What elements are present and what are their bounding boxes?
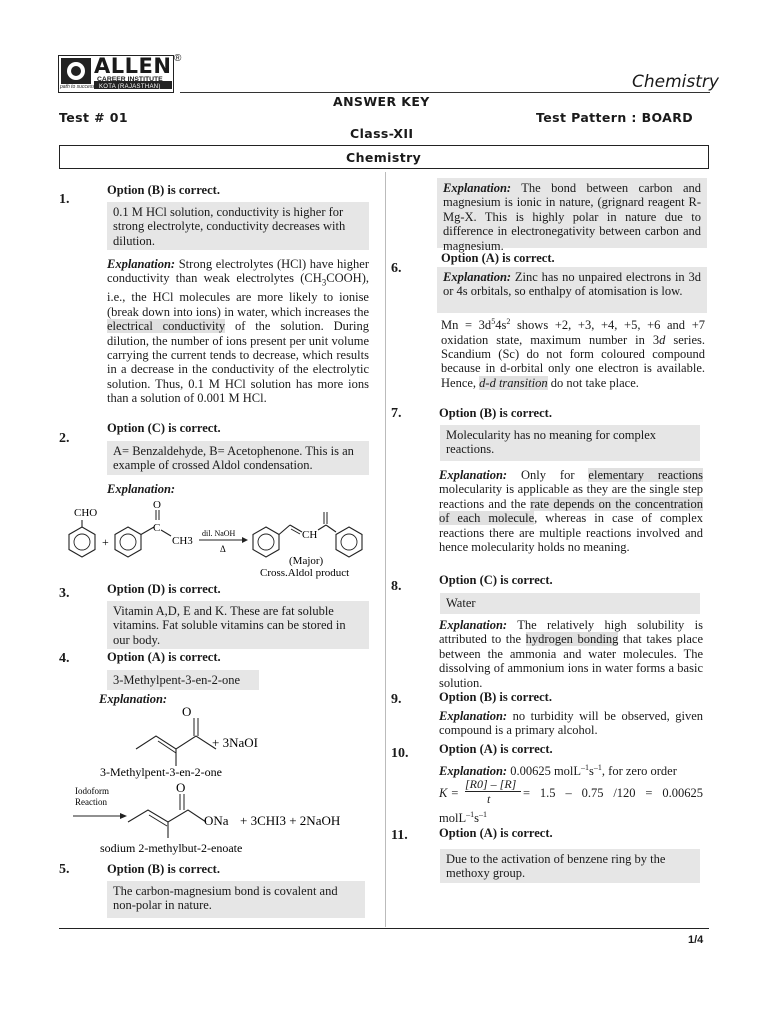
q2-explanation-label: Explanation: — [107, 482, 176, 496]
q4-number: 4. — [59, 651, 70, 666]
iodoform-label-2: Reaction — [75, 797, 107, 807]
benzaldehyde-ring — [69, 527, 95, 557]
header-rule — [180, 92, 710, 93]
q4-explanation-label: Explanation: — [99, 692, 168, 706]
q7-explanation: Explanation: Only for elementary reactions molecularity is applicable as they are the single step reactions and the rate depends on the concentration of each molecule, whereas in case of complex reactions there are multiple reactions involved and hence molecularity holds no meaning. — [439, 468, 703, 555]
section-title: Chemistry — [346, 150, 422, 165]
q8-answer-box: Water — [440, 593, 700, 614]
q10-option: Option (A) is correct. — [439, 742, 553, 756]
fraction-bar — [465, 791, 521, 792]
q3-answer-box: Vitamin A,D, E and K. These are fat soluble vitamins. Fat soluble vitamins can be stored in our body. — [107, 601, 369, 649]
q8-explanation-label: Explanation: — [439, 618, 508, 632]
q11-option: Option (A) is correct. — [439, 826, 553, 840]
q9-explanation-label: Explanation: — [439, 709, 508, 723]
q8-highlight: hydrogen bonding — [525, 632, 619, 647]
q6-number: 6. — [391, 261, 402, 276]
q10-unit: $molL^{-1}s^{-1}$ — [439, 810, 487, 826]
reagent-label: dil. NaOH — [202, 529, 236, 538]
naoi-label: + 3NaOI — [212, 735, 258, 750]
q8-explanation: Explanation: The relatively high solubility is attributed to the hydrogen bonding that takes place between the ammonia and water molecules. The dissolving of ammonium ions in water forms a basic solution. — [439, 618, 703, 690]
answer-key-title: ANSWER KEY — [333, 94, 430, 109]
q3-option: Option (D) is correct. — [107, 582, 221, 596]
oxygen-label: O — [153, 499, 161, 511]
q6-option: Option (A) is correct. — [441, 251, 555, 265]
logo-line2: KOTA (RAJASTHAN) — [99, 84, 161, 90]
q1-explanation: Explanation: Strong electrolytes (HCl) have higher conductivity than weak electrolytes $(CH_3COOH)$, i.e., the HCl molecules are more likely to ionise (break down into ions) in water, which increases the electrical conductivity of the solution. During dilution, the number of ions present per unit volume carrying the current tends to decrease, which results in a decrease in the conductivity of the electrolytic solution. Thus, 0.1 M HCl solution has more ions than a solution of 0.001 M HCl. — [107, 257, 369, 406]
logo-tagline: path to success — [60, 84, 95, 90]
q9-option: Option (B) is correct. — [439, 690, 552, 704]
q5-answer-box: The carbon-magnesium bond is covalent and non-polar in nature. — [107, 881, 365, 918]
q1-highlight: electrical conductivity — [107, 319, 226, 334]
q7-option: Option (B) is correct. — [439, 406, 552, 420]
page-number: 1/4 — [688, 934, 704, 946]
major-label: (Major) — [289, 555, 324, 567]
footer-rule — [59, 928, 709, 929]
iodoform-label-1: Iodoform — [75, 786, 109, 796]
logo-brand: ALLEN — [94, 54, 172, 78]
delta-label: Δ — [220, 544, 226, 554]
oxygen-label-2: O — [176, 780, 186, 795]
q6-explanation: Explanation: Zinc has no unpaired electrons in 3d or 4s orbitals, so enthalpy of atomisation is low. — [437, 267, 707, 313]
q9-explanation: Explanation: no turbidity will be observed, given compound is a primary alcohol. — [439, 709, 703, 738]
product-ring-2 — [336, 527, 362, 557]
q9-number: 9. — [391, 692, 402, 707]
q5-number: 5. — [59, 862, 70, 877]
q5-explanation-label: Explanation: — [443, 181, 512, 195]
q7-highlight-2: rate depends on the concentration of each molecule — [439, 496, 703, 526]
oxygen-label-1: O — [182, 704, 192, 719]
q1-number: 1. — [59, 192, 70, 207]
logo-registered-mark: ® — [174, 53, 182, 64]
q10-equation — [439, 777, 703, 807]
q1-answer-box: 0.1 M HCl solution, conductivity is higher for strong electrolyte, conductivity decreases with dilution. — [107, 202, 369, 250]
q6-highlight: d-d transition — [479, 375, 548, 390]
q1-option: Option (B) is correct. — [107, 183, 220, 197]
ch3-label: CH3 — [172, 535, 193, 547]
product-ring-1 — [253, 527, 279, 557]
test-pattern: Test Pattern : BOARD — [536, 110, 694, 125]
q6-explanation-label: Explanation: — [443, 270, 512, 284]
q1-explanation-label: Explanation: — [107, 257, 176, 271]
q10-explanation: Explanation: 0.00625 $molL^{-1}s^{-1}$, for zero order — [439, 763, 677, 779]
q7-highlight-1: elementary reactions — [588, 468, 703, 482]
q6-mn-text: $Mn = 3d^54s^2$ shows +2, +3, +4, +5, +6 and +7 oxidation state, maximum number in 3d series. Scandium (Sc) do not form coloured compound because in d-orbital only one electron is available. Hence, d-d transition do not take place. — [441, 317, 705, 390]
q2-answer-box: A= Benzaldehyde, B= Acetophenone. This is an example of crossed Aldol condensation. — [107, 441, 369, 475]
iodoform-reaction-scheme — [70, 700, 380, 860]
name1-label: 3-Methylpent-3-en-2-one — [100, 765, 222, 779]
q4-answer-box: 3-Methylpent-3-en-2-one — [107, 670, 259, 690]
class-label: Class-XII — [350, 126, 414, 141]
ona-label: ONa — [204, 813, 229, 828]
q8-number: 8. — [391, 579, 402, 594]
q4-option: Option (A) is correct. — [107, 650, 221, 664]
aldol-reaction-scheme — [62, 498, 372, 580]
denominator: t — [487, 792, 491, 806]
q7-number: 7. — [391, 406, 402, 421]
acetophenone-ring — [115, 527, 141, 557]
q2-number: 2. — [59, 431, 70, 446]
header-subject: Chemistry — [632, 72, 719, 92]
ch-label: CH — [302, 529, 318, 541]
q10-number: 10. — [391, 746, 409, 761]
logo-line1: CAREER INSTITUTE — [97, 76, 163, 83]
q7-answer-box: Molecularity has no meaning for complex reactions. — [440, 425, 700, 461]
test-number: Test # 01 — [59, 110, 128, 125]
cho-label: CHO — [74, 507, 98, 519]
name2-label: sodium 2-methylbut-2-enoate — [100, 841, 243, 855]
product-label: Cross.Aldol product — [260, 567, 350, 579]
q2-option: Option (C) is correct. — [107, 421, 221, 435]
q10-explanation-label: Explanation: — [439, 764, 508, 779]
rhs: = 1.5 – 0.75 /120 = 0.00625 — [523, 786, 703, 800]
q3-number: 3. — [59, 586, 70, 601]
numerator: [R0] – [R] — [465, 777, 517, 791]
q5-option: Option (B) is correct. — [107, 862, 220, 876]
q11-answer-box: Due to the activation of benzene ring by the methoxy group. — [440, 849, 700, 883]
column-divider — [385, 172, 386, 927]
q5-explanation: Explanation: The bond between carbon and magnesium is ionic in nature, (grignard reagent R-Mg-X. This is highly polar in nature due to difference in electronegativity between carbon and magnesium. — [437, 178, 707, 248]
q7-explanation-label: Explanation: — [439, 468, 508, 482]
products-label: + 3CHI3 + 2NaOH — [240, 813, 341, 828]
q8-option: Option (C) is correct. — [439, 573, 553, 587]
q11-number: 11. — [391, 828, 408, 843]
carbonyl-c-label: C — [153, 522, 161, 534]
k-label: K = — [439, 786, 459, 800]
plus-sign: + — [102, 535, 109, 549]
